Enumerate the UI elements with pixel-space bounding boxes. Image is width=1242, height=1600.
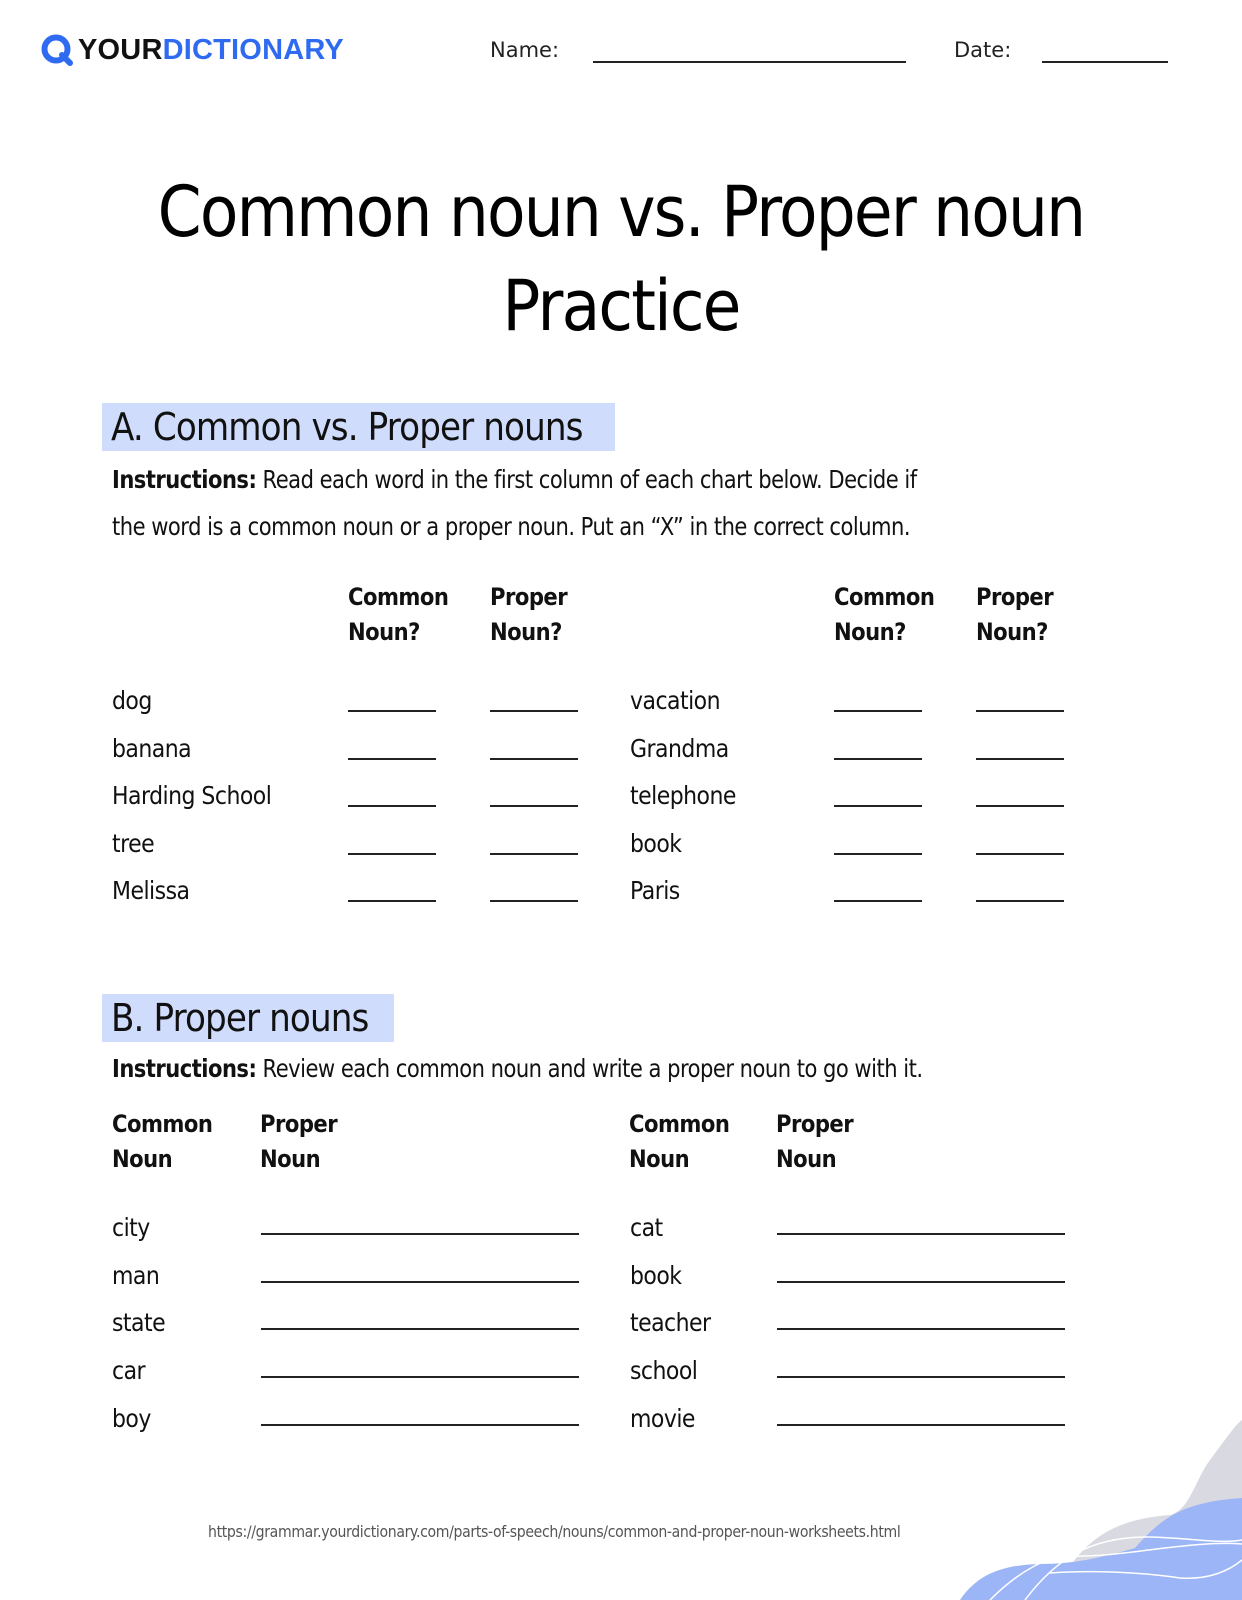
col-header-text: Proper xyxy=(490,583,568,611)
col-header-text: Noun xyxy=(629,1145,690,1173)
date-label: Date: xyxy=(954,38,1012,62)
col-header-text: Noun xyxy=(260,1145,321,1173)
answer-blank-common[interactable] xyxy=(348,900,436,902)
proper-noun-answer-line[interactable] xyxy=(261,1376,579,1378)
yourdictionary-logo xyxy=(40,32,344,68)
common-noun-item: school xyxy=(630,1356,698,1385)
col-header-text: Common xyxy=(348,583,449,611)
section-a-heading xyxy=(102,403,615,451)
name-field-line[interactable] xyxy=(593,61,906,63)
col-header-common-left xyxy=(348,580,448,650)
answer-blank-common[interactable] xyxy=(834,710,922,712)
word-item: banana xyxy=(112,734,192,763)
word-item: telephone xyxy=(630,781,736,810)
instructions-label: Instructions: xyxy=(112,1054,257,1083)
instructions-label: Instructions: xyxy=(112,465,257,494)
answer-blank-common[interactable] xyxy=(348,710,436,712)
col-header-text: Common xyxy=(834,583,935,611)
word-item: Melissa xyxy=(112,876,190,905)
common-noun-item: city xyxy=(112,1213,150,1242)
proper-noun-answer-line[interactable] xyxy=(777,1328,1065,1330)
answer-blank-proper[interactable] xyxy=(490,758,578,760)
word-item: Paris xyxy=(630,876,680,905)
answer-blank-proper[interactable] xyxy=(976,758,1064,760)
name-label: Name: xyxy=(490,38,560,62)
word-item: dog xyxy=(112,686,152,715)
common-noun-item: car xyxy=(112,1356,146,1385)
section-b-heading xyxy=(102,994,394,1042)
col-header-text: Noun? xyxy=(976,618,1048,646)
col-header-text: Proper xyxy=(776,1110,854,1138)
col-header-text: Noun xyxy=(112,1145,173,1173)
section-a-instructions-line1 xyxy=(112,456,917,503)
section-a-heading-text: A. Common vs. Proper nouns xyxy=(111,405,583,449)
answer-blank-proper[interactable] xyxy=(976,805,1064,807)
common-noun-item: state xyxy=(112,1308,166,1337)
answer-blank-common[interactable] xyxy=(834,758,922,760)
search-magnifier-icon xyxy=(40,33,74,67)
proper-noun-answer-line[interactable] xyxy=(777,1233,1065,1235)
col-header-text: Proper xyxy=(260,1110,338,1138)
col-header-proper-left xyxy=(490,580,567,650)
footer-url[interactable]: https://grammar.yourdictionary.com/parts-of-speech/nouns/common-and-proper-noun-worksheets.html xyxy=(208,1522,901,1541)
col-header-text: Proper xyxy=(976,583,1054,611)
answer-blank-proper[interactable] xyxy=(490,853,578,855)
common-noun-item: cat xyxy=(630,1213,663,1242)
col-header-proper-right xyxy=(976,580,1053,650)
proper-noun-answer-line[interactable] xyxy=(261,1281,579,1283)
proper-noun-answer-line[interactable] xyxy=(261,1424,579,1426)
col-header-common-right xyxy=(834,580,934,650)
answer-blank-proper[interactable] xyxy=(490,710,578,712)
col-header-common-b-right xyxy=(629,1107,729,1177)
answer-blank-common[interactable] xyxy=(348,758,436,760)
col-header-text: Common xyxy=(112,1110,213,1138)
common-noun-item: teacher xyxy=(630,1308,711,1337)
answer-blank-common[interactable] xyxy=(834,900,922,902)
col-header-proper-b-left xyxy=(260,1107,337,1177)
section-b-heading-text: B. Proper nouns xyxy=(111,996,369,1040)
col-header-text: Noun xyxy=(776,1145,837,1173)
page-title-line2: Practice xyxy=(502,265,740,347)
word-item: tree xyxy=(112,829,155,858)
proper-noun-answer-line[interactable] xyxy=(261,1233,579,1235)
col-header-proper-b-right xyxy=(776,1107,853,1177)
word-item: Harding School xyxy=(112,781,272,810)
section-b-instructions xyxy=(112,1045,923,1092)
word-item: book xyxy=(630,829,682,858)
common-noun-item: man xyxy=(112,1261,160,1290)
word-item: vacation xyxy=(630,686,721,715)
common-noun-item: boy xyxy=(112,1404,151,1433)
proper-noun-answer-line[interactable] xyxy=(777,1281,1065,1283)
decorative-wave-graphic xyxy=(940,1420,1242,1600)
date-field-line[interactable] xyxy=(1042,61,1168,63)
logo-text-your: YOUR xyxy=(78,34,163,66)
logo-text-dictionary: DICTIONARY xyxy=(162,34,344,66)
answer-blank-proper[interactable] xyxy=(976,710,1064,712)
section-a-instructions-line2: the word is a common noun or a proper noun. Put an “X” in the correct column. xyxy=(112,512,911,541)
word-item: Grandma xyxy=(630,734,729,763)
answer-blank-proper[interactable] xyxy=(976,900,1064,902)
col-header-text: Noun? xyxy=(834,618,906,646)
answer-blank-common[interactable] xyxy=(348,853,436,855)
instructions-text-line1: Read each word in the first column of each chart below. Decide if xyxy=(256,465,917,494)
answer-blank-proper[interactable] xyxy=(490,805,578,807)
answer-blank-proper[interactable] xyxy=(976,853,1064,855)
col-header-text: Noun? xyxy=(490,618,562,646)
answer-blank-proper[interactable] xyxy=(490,900,578,902)
answer-blank-common[interactable] xyxy=(834,853,922,855)
common-noun-item: book xyxy=(630,1261,682,1290)
proper-noun-answer-line[interactable] xyxy=(261,1328,579,1330)
col-header-text: Common xyxy=(629,1110,730,1138)
col-header-common-b-left xyxy=(112,1107,212,1177)
common-noun-item: movie xyxy=(630,1404,695,1433)
answer-blank-common[interactable] xyxy=(348,805,436,807)
col-header-text: Noun? xyxy=(348,618,420,646)
page-title-line1: Common noun vs. Proper noun xyxy=(157,171,1085,253)
proper-noun-answer-line[interactable] xyxy=(777,1376,1065,1378)
instructions-text: Review each common noun and write a proper noun to go with it. xyxy=(256,1054,923,1083)
answer-blank-common[interactable] xyxy=(834,805,922,807)
